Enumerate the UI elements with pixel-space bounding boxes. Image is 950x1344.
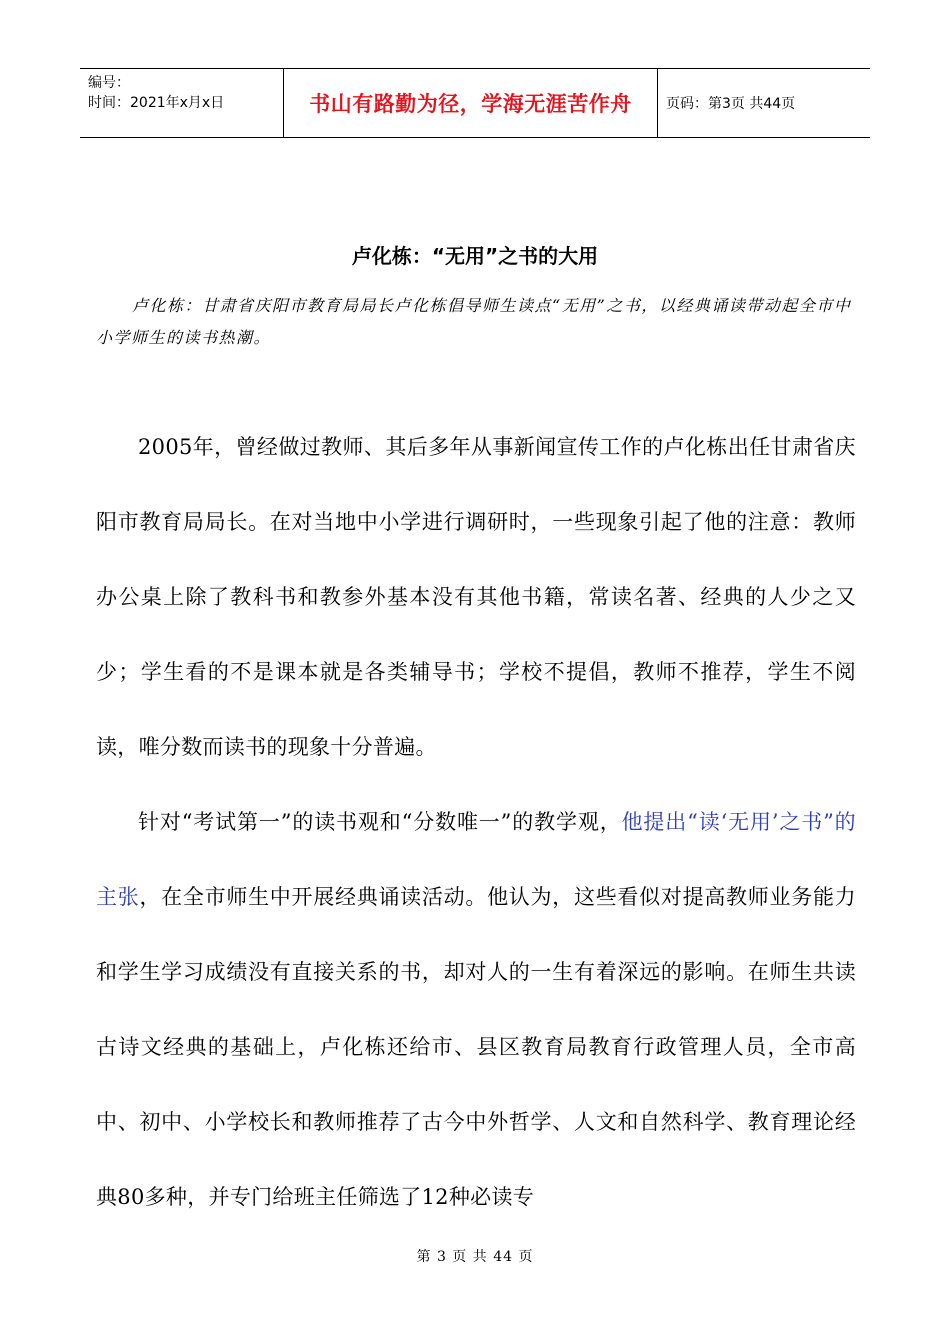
header-meta <box>80 69 283 137</box>
highlighted-phrase-link[interactable]: 他提出“读‘无用’之书”的主张 <box>96 810 856 909</box>
header-motto-cell <box>283 69 658 137</box>
article-title: 卢化栋：“无用”之书的大用 <box>351 244 599 268</box>
header-motto: 书山有路勤为径，学海无涯苦作舟 <box>309 92 632 116</box>
document-header <box>80 68 870 138</box>
article-summary: 卢化栋：甘肃省庆阳市教育局局长卢化栋倡导师生读点“无用”之书，以经典诵读带动起全市中小学师生的读书热潮。 <box>96 296 852 347</box>
paragraph-2 <box>96 785 856 1235</box>
article-body <box>96 410 856 1235</box>
number-label: 编号： <box>88 75 130 91</box>
page-footer: 第 3 页 共 44 页 <box>416 1249 534 1265</box>
time-label: 时间：2021年x月x日 <box>88 95 225 111</box>
paragraph-2-start: 针对“考试第一”的读书观和“分数唯一”的教学观， <box>138 810 622 834</box>
paragraph-1: 2005年，曾经做过教师、其后多年从事新闻宣传工作的卢化栋出任甘肃省庆阳市教育局局长。在对当地中小学进行调研时，一些现象引起了他的注意：教师办公桌上除了教科书和教参外基本没有其他书籍，常读名著、经典的人少之又少；学生看的不是课本就是各类辅导书；学校不提倡，教师不推荐，学生不阅读，唯分数而读书的现象十分普遍。 <box>96 435 856 759</box>
header-page-info: 页码：第3页 共44页 <box>666 96 796 112</box>
paragraph-2-rest: ，在全市师生中开展经典诵读活动。他认为，这些看似对提高教师业务能力和学生学习成绩没有直接关系的书，却对人的一生有着深远的影响。在师生共读古诗文经典的基础上，卢化栋还给市、县区教育局教育行政管理人员，全市高中、初中、小学校长和教师推荐了古今中外哲学、人文和自然科学、教育理论经典80多种，并专门给班主任筛选了12种必读专 <box>96 885 856 1209</box>
